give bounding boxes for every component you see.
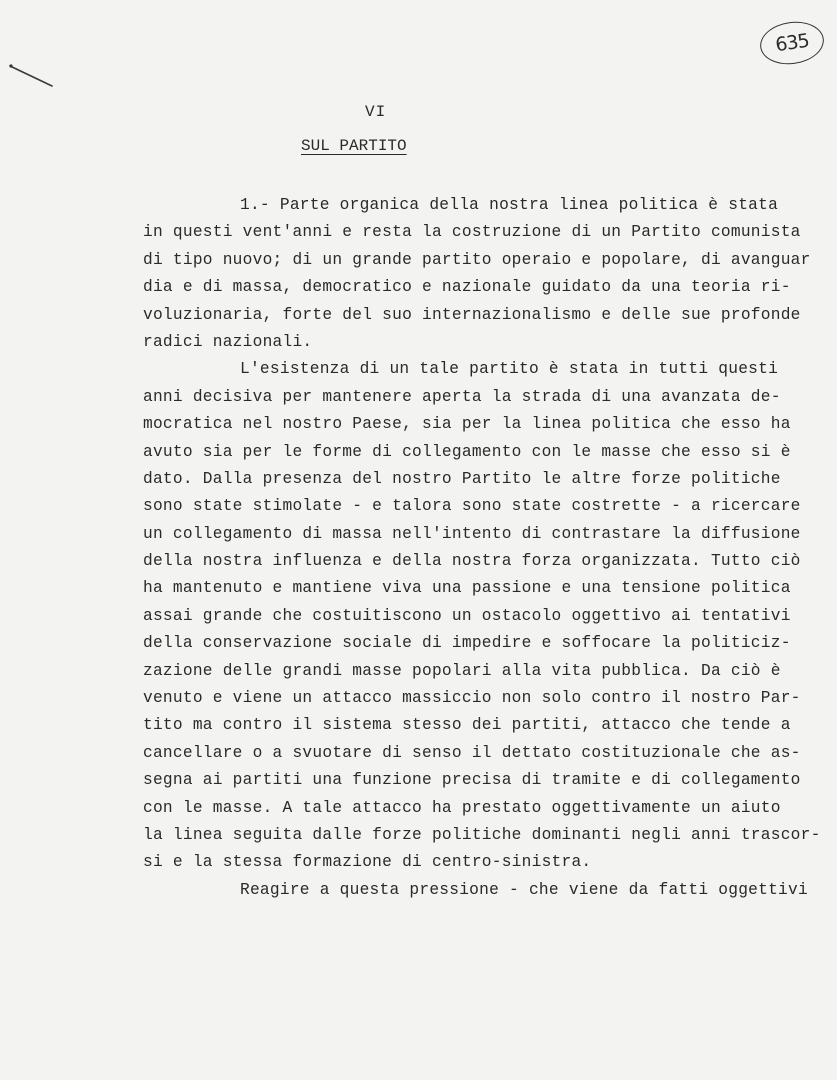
text-line: dia e di massa, democratico e nazionale guidato da una teoria ri- bbox=[143, 278, 791, 297]
text-line: in questi vent'anni e resta la costruzione di un Partito comunista bbox=[143, 223, 801, 242]
chapter-number: VI bbox=[365, 103, 387, 121]
text-line: un collegamento di massa nell'intento di contrastare la diffusione bbox=[143, 524, 801, 543]
text-line: anni decisiva per mantenere aperta la strada di una avanzata de- bbox=[143, 387, 781, 406]
section-title: SUL PARTITO bbox=[301, 137, 407, 155]
text-line: L'esistenza di un tale partito è stata in tutti questi bbox=[240, 360, 779, 379]
text-line: ha mantenuto e mantiene viva una passione e una tensione politica bbox=[143, 579, 791, 598]
text-line: assai grande che costuitiscono un ostacolo oggettivo ai tentativi bbox=[143, 606, 791, 625]
text-line: cancellare o a svuotare di senso il dettato costituzionale che as- bbox=[143, 743, 801, 762]
text-line: Reagire a questa pressione - che viene da fatti oggettivi bbox=[240, 880, 808, 899]
text-line: mocratica nel nostro Paese, sia per la linea politica che esso ha bbox=[143, 415, 791, 434]
text-line: della conservazione sociale di impedire e soffocare la politiciz- bbox=[143, 634, 791, 653]
pencil-mark-icon bbox=[8, 60, 54, 90]
text-line: venuto e viene un attacco massiccio non solo contro il nostro Par- bbox=[143, 689, 801, 708]
text-line: con le masse. A tale attacco ha prestato oggettivamente un aiuto bbox=[143, 798, 781, 817]
text-line: zazione delle grandi masse popolari alla vita pubblica. Da ciò è bbox=[143, 661, 781, 680]
text-line: tito ma contro il sistema stesso dei partiti, attacco che tende a bbox=[143, 716, 791, 735]
handwritten-page-number: 635 bbox=[757, 18, 826, 68]
text-line: la linea seguita dalle forze politiche dominanti negli anni trascor- bbox=[143, 825, 821, 844]
text-line: 1.- Parte organica della nostra linea politica è stata bbox=[240, 196, 779, 214]
text-line: si e la stessa formazione di centro-sinistra. bbox=[143, 853, 592, 872]
body-text bbox=[143, 192, 823, 904]
text-line: dato. Dalla presenza del nostro Partito le altre forze politiche bbox=[143, 469, 781, 488]
text-line: segna ai partiti una funzione precisa di tramite e di collegamento bbox=[143, 771, 801, 790]
text-line: radici nazionali. bbox=[143, 332, 313, 351]
text-line: voluzionaria, forte del suo internazionalismo e delle sue profonde bbox=[143, 305, 801, 324]
text-line: avuto sia per le forme di collegamento con le masse che esso si è bbox=[143, 442, 791, 461]
text-line: di tipo nuovo; di un grande partito operaio e popolare, di avanguar bbox=[143, 250, 811, 269]
text-line: della nostra influenza e della nostra forza organizzata. Tutto ciò bbox=[143, 552, 801, 571]
text-line: sono state stimolate - e talora sono state costrette - a ricercare bbox=[143, 497, 801, 516]
